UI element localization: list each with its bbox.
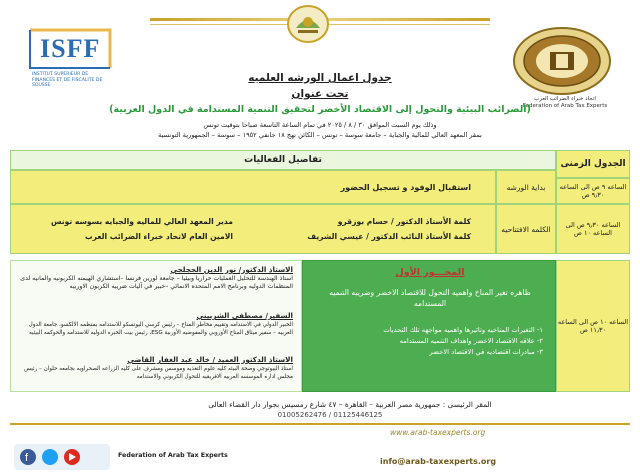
isff-logo-word: ISFF [40,34,101,63]
isff-logo-subtitle: INSTITUT SUPERIEUR DE FINANCES ET DE FISCALITE DE SOUSSE [32,72,103,88]
facebook-icon-glyph: f [25,452,29,464]
isff-logo [10,24,128,98]
row2-time: الساعه ٩٫٣٠ ص الى الساعه ١٠ ص [556,204,630,254]
agenda-subtitle: تحت عنوان [291,88,349,100]
footer-website[interactable]: www.arab-taxexperts.org [390,428,486,437]
row1-label: بداية الورشه [496,170,556,204]
speaker-2-name: السفير/ مصطفى الشربيني [196,311,293,320]
row2-content-cell [10,204,496,254]
date-line: وذلك يوم السبت الموافق ٣٠ / ٨ / ٢٠٢٥ في تمام الساعة التاسعة صباحا بتوقيت تونس [203,121,437,129]
footer-phones: 01005262476 / 01125446125 [277,411,383,419]
speaker-block-3 [17,355,293,381]
footer-social-links [14,444,110,470]
row1-content-cell [10,170,496,204]
footer-gold-line [10,423,630,425]
federation-logo-icon [510,26,614,96]
time-column-header: الجدول الزمنى [556,150,630,178]
row1-time: الساعه ٩ ص الى الساعه ٩٫٣٠ ص [556,178,630,204]
footer-address: المقر الرئيسى : جمهورية مصر العربية – القاهرة – ٤٧ شارع رمسيس بجوار دار القضاء العالى [208,400,492,409]
row2-role-2: الامين العام لاتحاد خبراء الضرائب العرب [84,232,233,241]
axis-point-3: ٣- مبادرات اقتصاديه في الاقتصاد الاخضر [429,348,543,356]
agenda-table [10,150,630,392]
axis-point-2: ٢- علاقه الاقتصاد الاخضر واهداف التنميه المستدامه [399,337,543,345]
row2-role-1: مدير المعهد العالي للماليه والجبايه بسوسه تونس [51,217,233,226]
speaker-1-bio: استاذ الهندسة للتحليل العمليات حراريا وبيئيا – جامعة لورين فرنسا –استشاري الهيمنه الكربونيه والمانيه لدى المنظمات الدوليه وبرنامج الامم المتحده الانمائي –خبير في آليات ضريبه الكربون الاوربيه [20,275,293,290]
axis-point-1: ١- التغيرات المناخيه وتاثيرها واهميه مواجهه تلك التحديات [383,326,543,334]
row1-content: استقبال الوفود و تسجيل الحضور [340,183,471,192]
speaker-block-1 [17,265,293,291]
axis-one-points [313,325,543,358]
speakers-box [10,260,302,392]
axis-one-box [302,260,556,392]
twitter-icon[interactable] [42,449,58,465]
federation-logo-name: اتحاد خبراء الضرائب العرب Federation of Arab Tax Experts [522,96,608,109]
speaker-block-2 [17,311,293,337]
axis-one-subtitle: ظاهره تغير المناخ واهميه التحول للاقتصاد الاخضر وضريبه التنميه المستدامه [329,288,531,308]
venue-line: بمقر المعهد العالي للمالية والجباية – جامعة سوسة – تونس – الكائن نهج ١٨ جانفي ١٩٥٢ – سوسة – الجمهورية التونسية [158,131,482,139]
axis-one-title: المحـــور الأول [395,267,465,278]
speaker-3-name: الاستاذ الدكتور العميد / خالد عبد الغفار القاضي [127,355,293,364]
row2-label: الكلمه الافتتاحيه [496,204,556,254]
footer-federation-name: Federation of Arab Tax Experts [118,452,228,459]
speaker-3-bio: استاذ البيوتوجي وصحة البيئه كليه علوم التغذيه وموسس ومشرف على كليه الزراعه الصحراويه بجامعه حلوان – رئيس مجلس اداره الموسسه العربيه الافريقيه للتحول الكربوني والاستدامه [24,366,293,380]
agenda-title: جدول اعمال الورشه العلميه [248,72,392,84]
center-emblem-icon [286,4,330,44]
workshop-theme: (الضرائب البيئية والتحول إلى الاقتصاد الأخضر لتحقيق التنمية المستدامة في الدول العربية) [109,104,531,115]
row2-speaker-1: كلمة الأستاذ الدكتور / حسام بوزقرو [337,217,471,226]
speaker-2-bio: الخبير الدولي في الاستدامه وتقييم مخاطر المناخ – رئيس كرسي اليونسكو للاستدامه بمنظمه الالكسو، جامعة الدول العربيه – سفير ميثاق المناخ الأوروبي والمفوضيه الأوربية ESG، رئيس بيت الخبره الدوليه للاستدامه والحوكمه البيئيه [28,322,293,336]
row3-time: الساعه ١٠ ص الى الساعه ١١٫٣٠ ص [556,260,630,392]
footer-email[interactable]: info@arab-taxexperts.org [380,457,497,466]
details-column-header: تفاصيل الفعاليات [10,150,556,170]
speaker-1-name: الاستاذ الدكتور/ نور الدين الحجلجي [170,265,293,274]
row2-speaker-2: كلمة الأستاذ النائب الدكتور / عيسي الشريف [307,232,471,241]
